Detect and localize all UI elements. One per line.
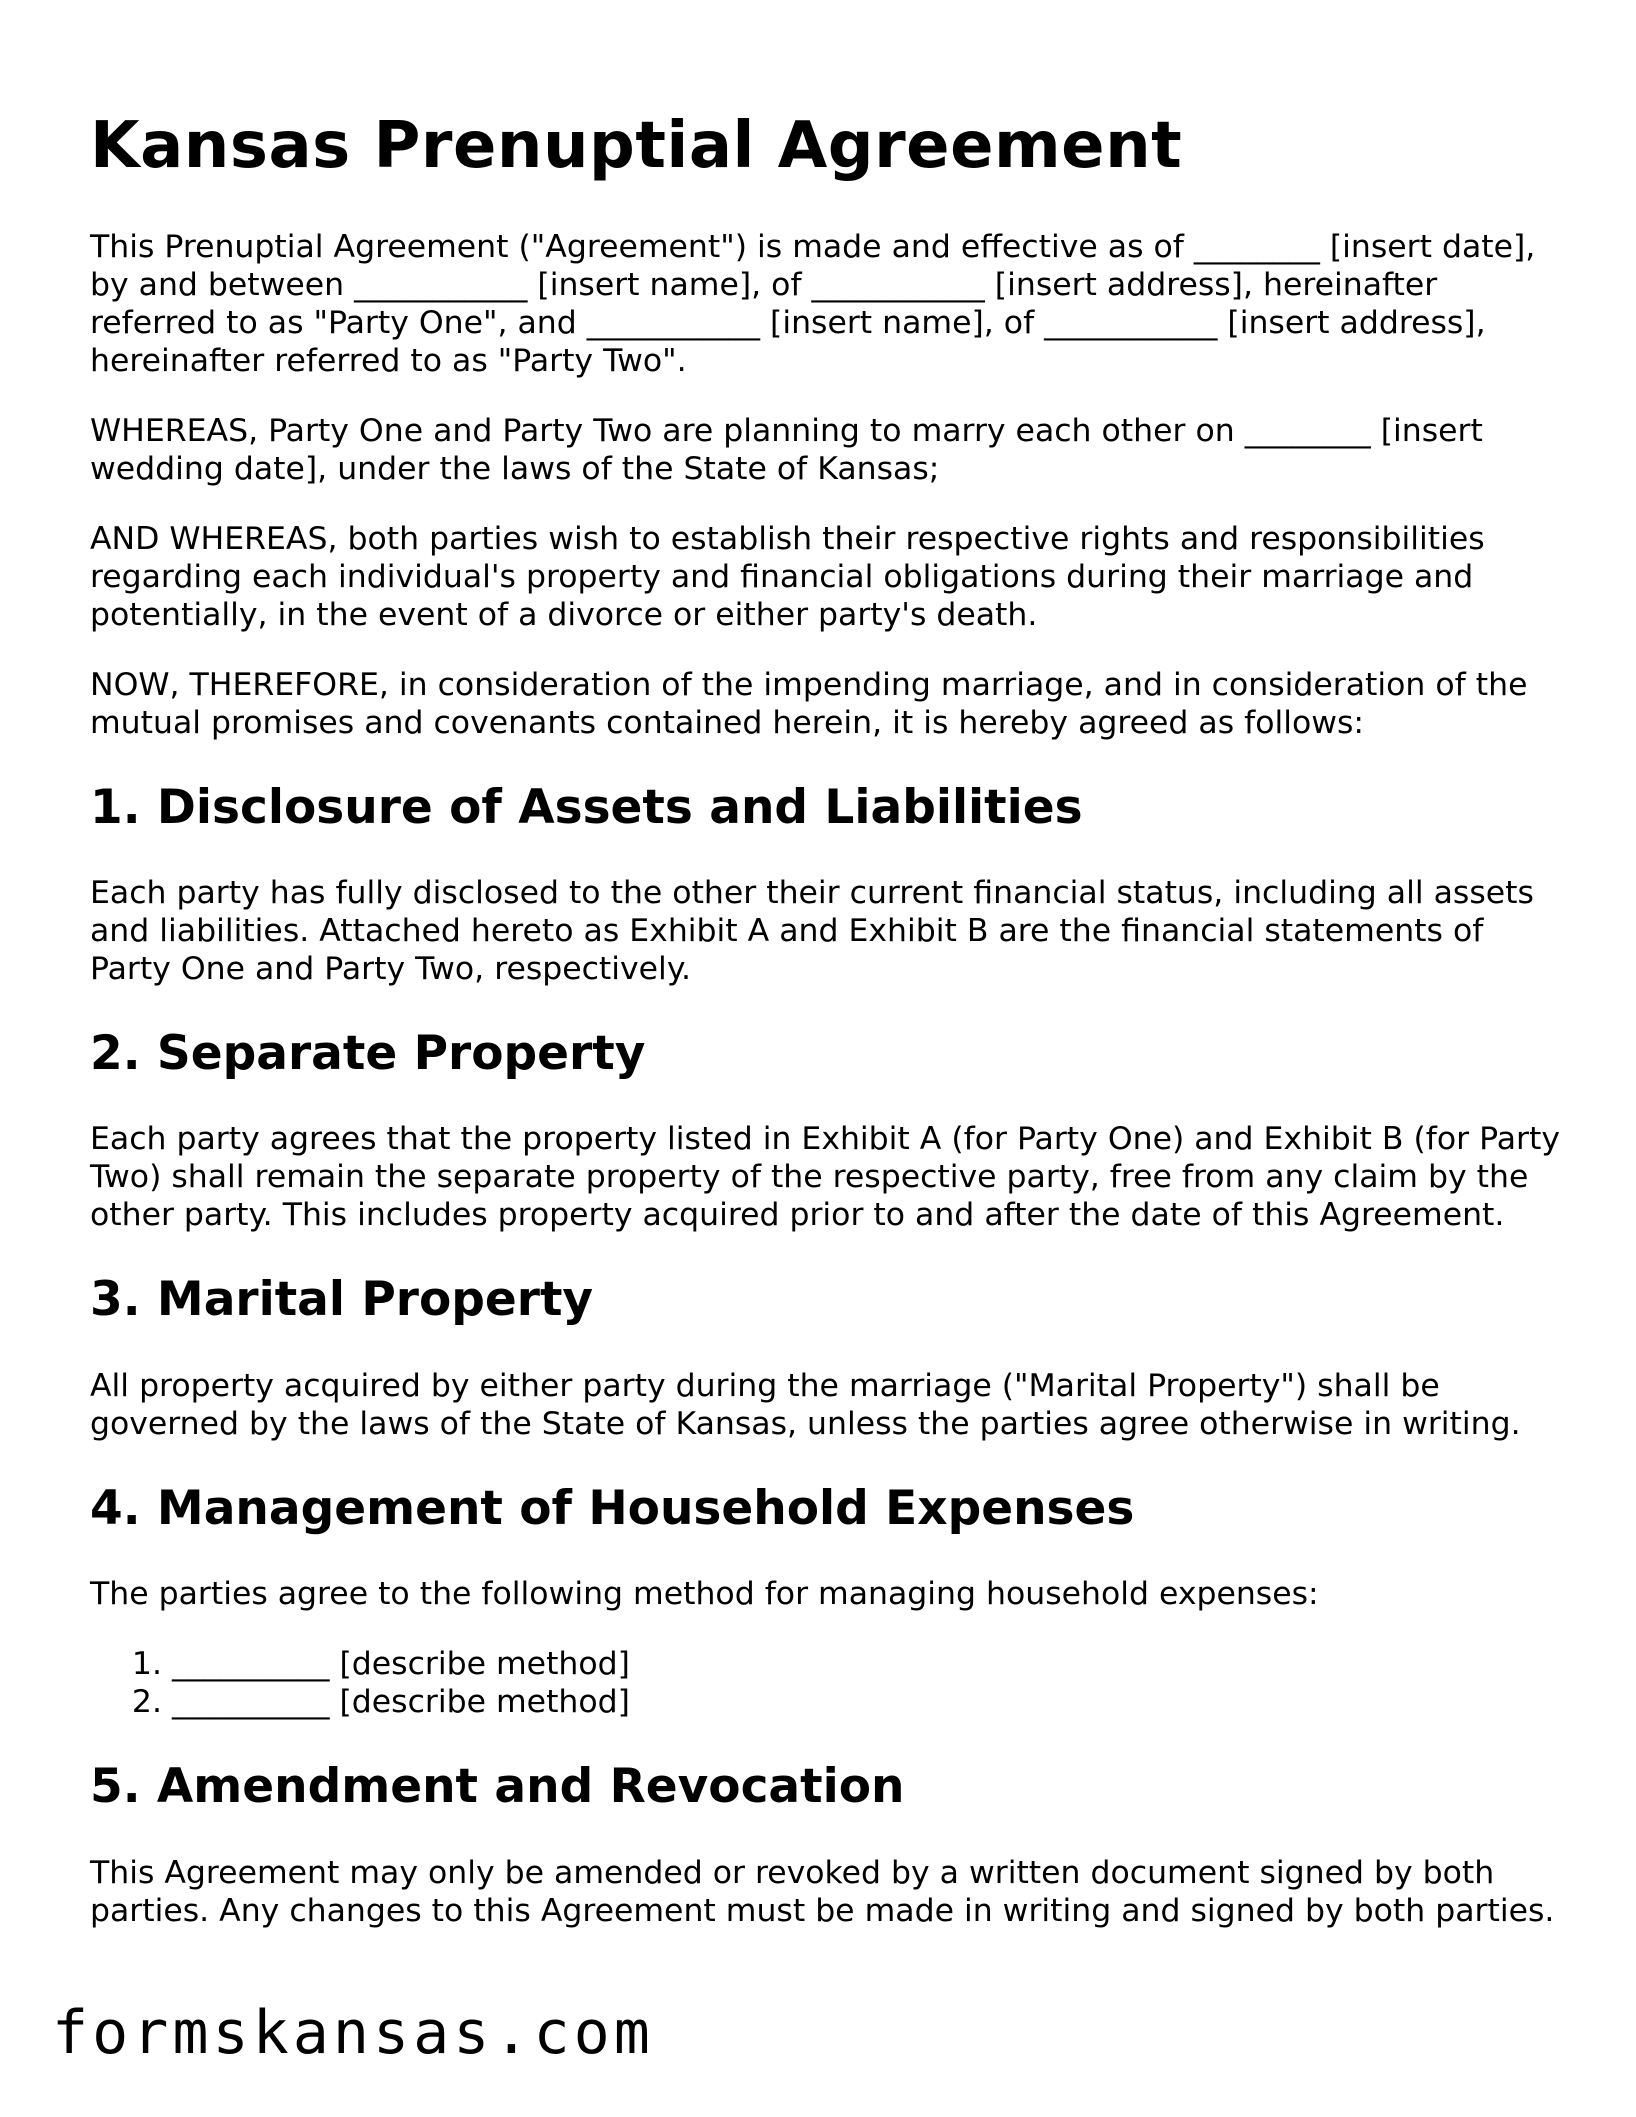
document-page <box>90 110 1560 1962</box>
section-body-amendment: This Agreement may only be amended or revoked by a written document signed by both parties. Any changes to this Agreement must be made in writing and signed by both parties. <box>90 1854 1555 1929</box>
whereas-paragraph: WHEREAS, Party One and Party Two are planning to marry each other on ________ [insert wedding date], under the laws of the State of Kansas; <box>90 412 1483 487</box>
section-heading-separate-property: 2. Separate Property <box>90 1025 646 1081</box>
list-item: 2. __________ [describe method] <box>172 1683 1560 1721</box>
section-heading-disclosure: 1. Disclosure of Assets and Liabilities <box>90 779 1083 835</box>
document-title: Kansas Prenuptial Agreement <box>90 109 1183 183</box>
section-heading-amendment: 5. Amendment and Revocation <box>90 1759 905 1815</box>
and-whereas-paragraph: AND WHEREAS, both parties wish to establish their respective rights and responsibilities regarding each individual's property and financial obligations during their marriage and potentially, in the event of a divorce or either party's death. <box>90 520 1485 633</box>
intro-paragraph: This Prenuptial Agreement ("Agreement") is made and effective as of ________ [insert date], by and between ___________ [insert name], of ___________ [insert address], hereinafter referred to as "Party One", and ___________ [insert name], of ___________ [insert address], hereinafter referred to as "Party Two". <box>90 228 1536 379</box>
household-methods-list <box>90 1645 1560 1721</box>
section-body-marital-property: All property acquired by either party during the marriage ("Marital Property") shall be governed by the laws of the State of Kansas, unless the parties agree otherwise in writing. <box>90 1367 1521 1442</box>
now-therefore-paragraph: NOW, THEREFORE, in consideration of the impending marriage, and in consideration of the mutual promises and covenants contained herein, it is hereby agreed as follows: <box>90 666 1528 741</box>
section-heading-household-expenses: 4. Management of Household Expenses <box>90 1480 1135 1536</box>
watermark: formskansas.com <box>52 1998 654 2068</box>
section-heading-marital-property: 3. Marital Property <box>90 1272 594 1328</box>
section-body-household-expenses: The parties agree to the following method for managing household expenses: <box>90 1576 1319 1613</box>
section-body-disclosure: Each party has fully disclosed to the other their current financial status, including all assets and liabilities. Attached hereto as Exhibit A and Exhibit B are the financial statements of Party One and Party Two, respectively. <box>90 874 1534 987</box>
list-item: 1. __________ [describe method] <box>172 1645 1560 1683</box>
section-body-separate-property: Each party agrees that the property listed in Exhibit A (for Party One) and Exhibit B (for Party Two) shall remain the separate property of the respective party, free from any claim by the other party. This includes property acquired prior to and after the date of this Agreement. <box>90 1121 1560 1234</box>
